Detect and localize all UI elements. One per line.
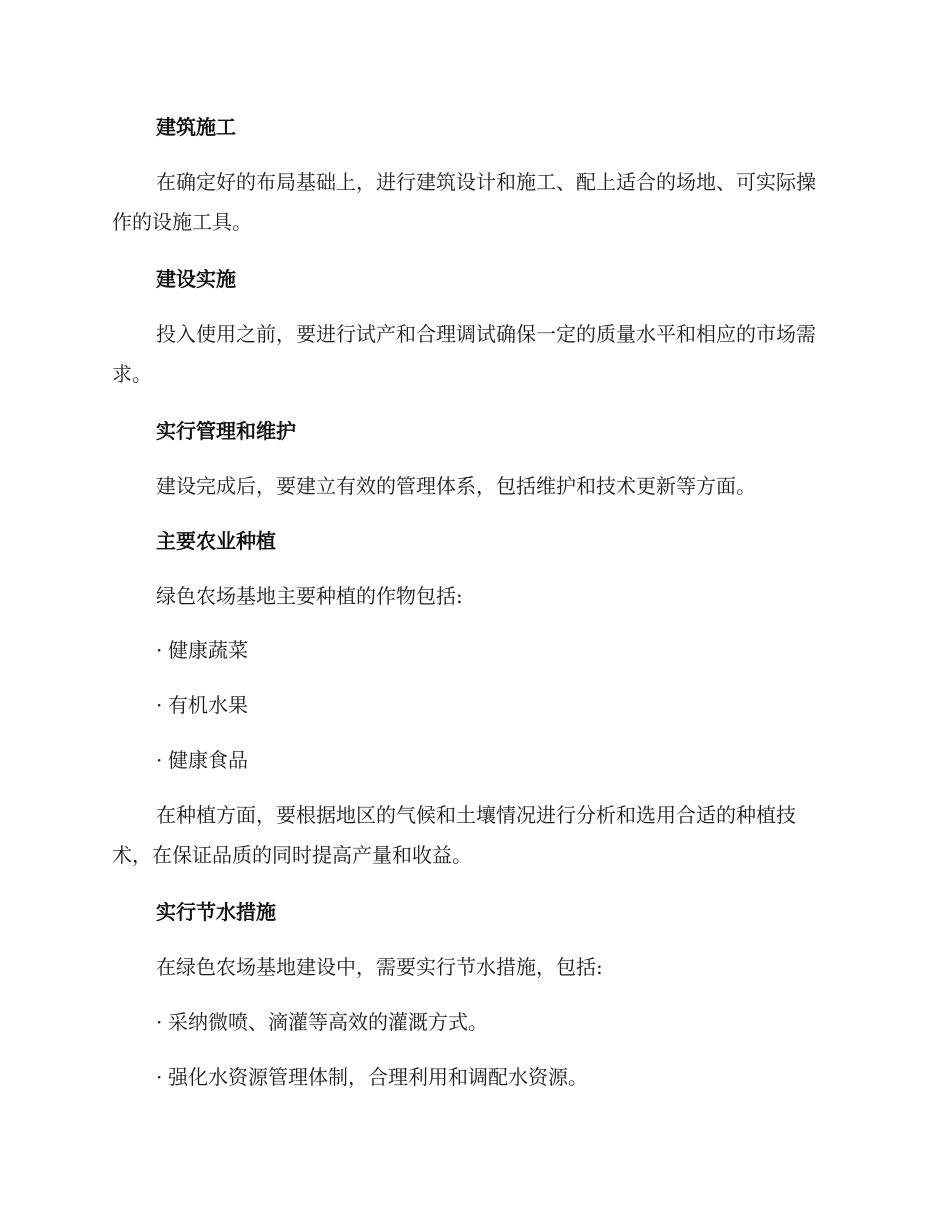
- list-item-text: 健康蔬菜: [168, 638, 248, 662]
- bullet-marker: ·: [156, 1010, 163, 1034]
- paragraph-implementation: 投入使用之前，要进行试产和合理调试确保一定的质量水平和相应的市场需求。: [112, 322, 816, 386]
- section-heading-implementation: 建设实施: [156, 267, 236, 291]
- section-heading-management: 实行管理和维护: [156, 419, 296, 443]
- section-heading-planting: 主要农业种植: [156, 529, 276, 553]
- paragraph-planting-detail: 在种植方面，要根据地区的气候和土壤情况进行分析和选用合适的种植技术，在保证品质的同时提高产量和收益。: [112, 803, 796, 867]
- list-item-text: 健康食品: [168, 748, 248, 772]
- list-item: [156, 1010, 488, 1034]
- bullet-marker: ·: [156, 1065, 163, 1089]
- bullet-marker: ·: [156, 638, 163, 662]
- bullet-marker: ·: [156, 748, 163, 772]
- list-item-text: 采纳微喷、滴灌等高效的灌溉方式。: [168, 1010, 488, 1034]
- paragraph-water-saving-intro: 在绿色农场基地建设中，需要实行节水措施，包括:: [156, 955, 603, 979]
- section-heading-water-saving: 实行节水措施: [156, 900, 276, 924]
- list-item: [156, 638, 248, 662]
- paragraph-construction: 在确定好的布局基础上，进行建筑设计和施工、配上适合的场地、可实际操作的设施工具。: [112, 170, 816, 234]
- paragraph-planting-intro: 绿色农场基地主要种植的作物包括:: [156, 584, 463, 608]
- list-item-text: 强化水资源管理体制，合理利用和调配水资源。: [168, 1065, 588, 1089]
- paragraph-management: 建设完成后，要建立有效的管理体系，包括维护和技术更新等方面。: [156, 474, 756, 498]
- bullet-marker: ·: [156, 693, 163, 717]
- list-item: [156, 748, 248, 772]
- list-item-text: 有机水果: [168, 693, 248, 717]
- list-item: [156, 693, 248, 717]
- list-item: [156, 1065, 588, 1089]
- section-heading-construction: 建筑施工: [156, 115, 236, 139]
